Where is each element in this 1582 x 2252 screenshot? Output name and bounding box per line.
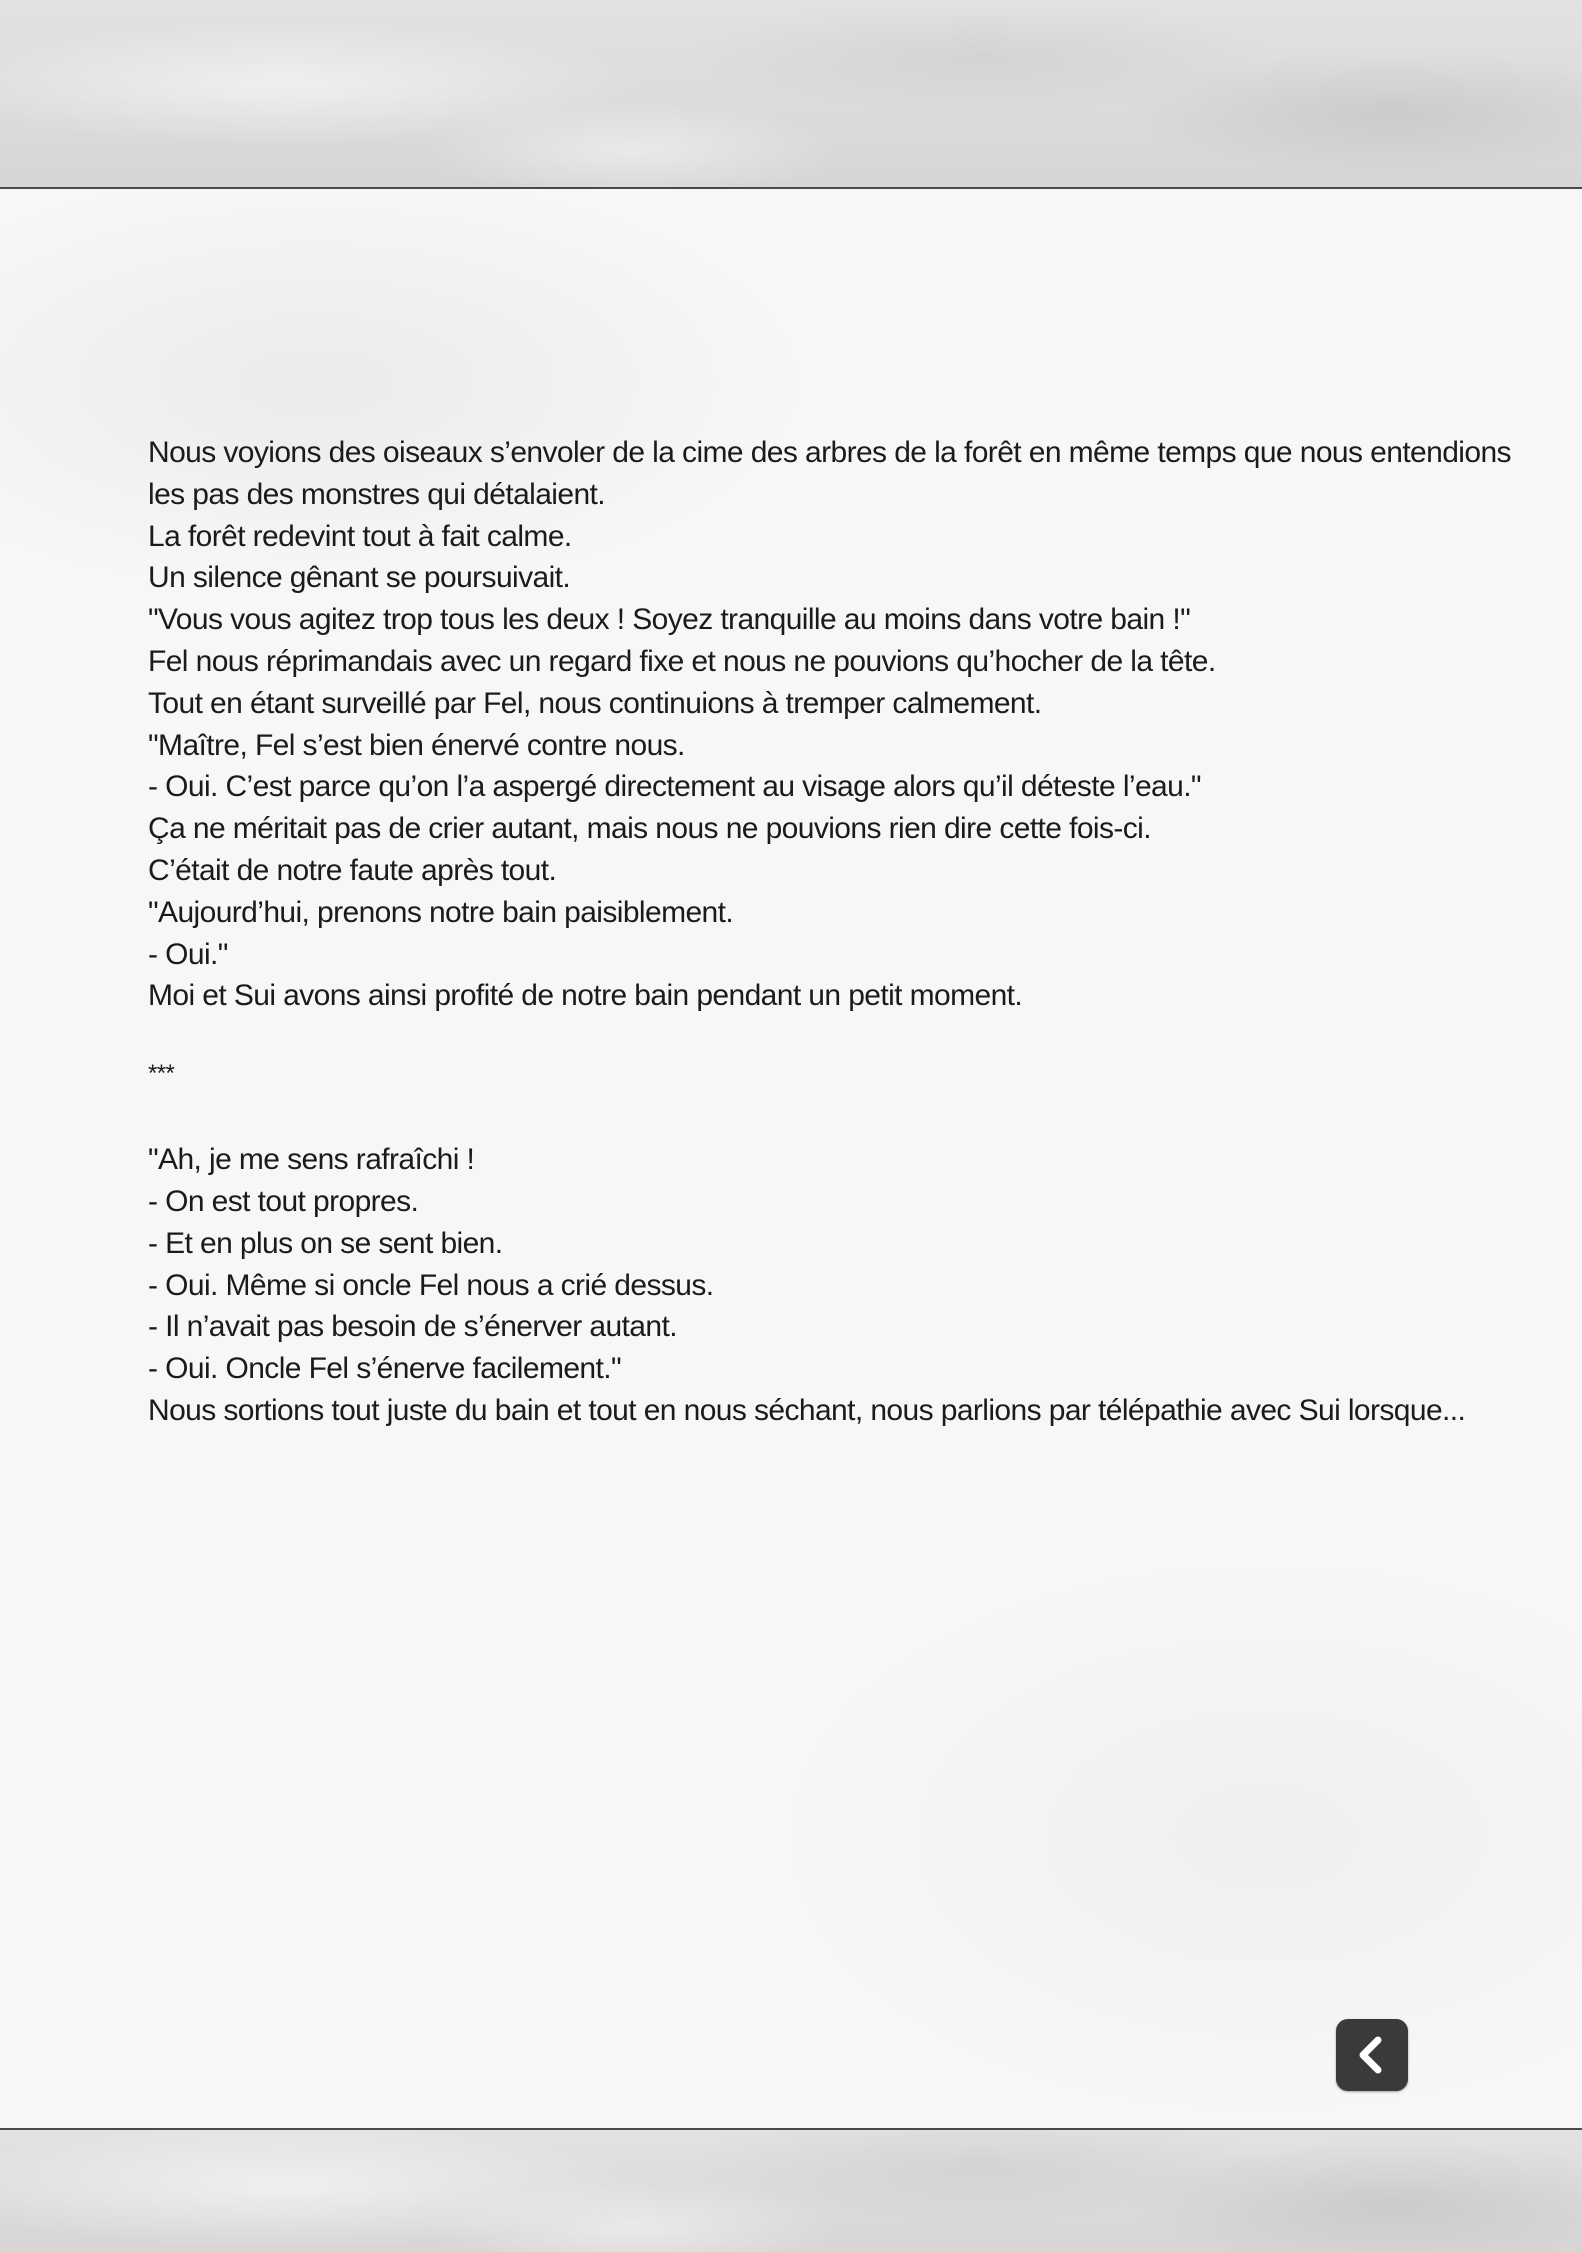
text-line: Fel nous réprimandais avec un regard fixe et nous ne pouvions qu’hocher de la tête. (148, 644, 1216, 678)
text-line: - Il n’avait pas besoin de s’énerver autant. (148, 1310, 677, 1344)
chevron-left-icon (1350, 2033, 1394, 2077)
text-line: - Et en plus on se sent bien. (148, 1226, 503, 1260)
paragraph-gap (148, 1093, 1448, 1139)
text-line: - Oui. Oncle Fel s’énerve facilement." (148, 1352, 622, 1386)
text-line: Un silence gênant se poursuivait. (148, 561, 571, 595)
text-line: "Maître, Fel s’est bien énervé contre nous. (148, 728, 685, 762)
bottom-texture-band (0, 2128, 1582, 2252)
scene-separator: *** (148, 1060, 175, 1088)
text-line: - Oui." (148, 937, 228, 971)
text-line: "Vous vous agitez trop tous les deux ! Soyez tranquille au moins dans votre bain !" (148, 603, 1191, 637)
text-line: Moi et Sui avons ainsi profité de notre bain pendant un petit moment. (148, 979, 1023, 1013)
text-line: Ça ne méritait pas de crier autant, mais nous ne pouvions rien dire cette fois-ci. (148, 812, 1151, 846)
text-line: Tout en étant surveillé par Fel, nous continuions à tremper calmement. (148, 686, 1042, 720)
back-button[interactable] (1336, 2019, 1408, 2091)
paragraph-gap (148, 1017, 1448, 1055)
text-line: - Oui. C’est parce qu’on l’a aspergé directement au visage alors qu’il déteste l’eau." (148, 770, 1201, 804)
text-line: La forêt redevint tout à fait calme. (148, 519, 572, 553)
top-texture-band (0, 0, 1582, 189)
text-line: - Oui. Même si oncle Fel nous a crié dessus. (148, 1268, 714, 1302)
text-line: Nous sortions tout juste du bain et tout en nous séchant, nous parlions par télépathie avec Sui lorsque... (148, 1393, 1466, 1427)
body-text (148, 432, 1511, 1432)
text-line: "Ah, je me sens rafraîchi ! (148, 1143, 475, 1177)
text-line: C’était de notre faute après tout. (148, 853, 557, 887)
text-line: "Aujourd’hui, prenons notre bain paisiblement. (148, 895, 734, 929)
text-line: Nous voyions des oiseaux s’envoler de la cime des arbres de la forêt en même temps que nous entendions (148, 436, 1511, 469)
text-line: les pas des monstres qui détalaient. (148, 477, 606, 511)
text-line: - On est tout propres. (148, 1184, 419, 1218)
